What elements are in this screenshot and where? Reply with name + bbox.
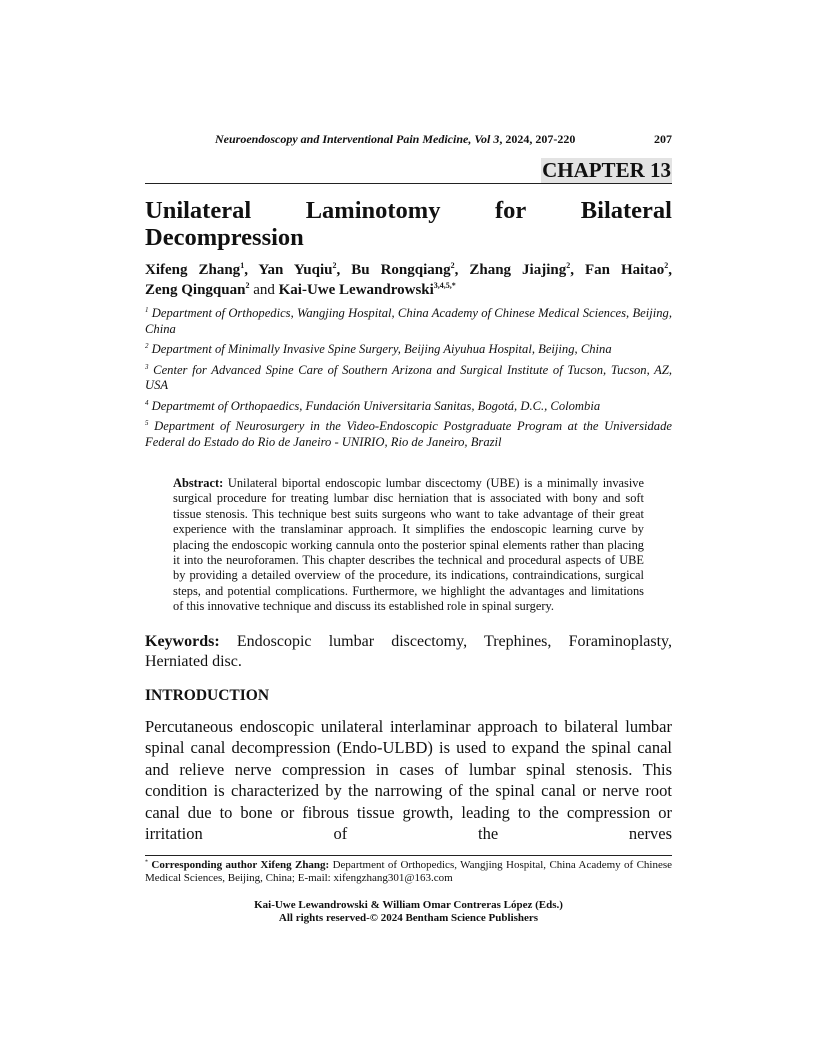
chapter-label: CHAPTER 13	[542, 158, 671, 182]
author-name: Yan Yuqiu	[258, 262, 333, 278]
author-line-1	[145, 260, 672, 280]
affiliation-2	[145, 342, 672, 358]
footnote	[145, 859, 672, 885]
title-word: Bilateral	[580, 197, 672, 224]
affiliation-text: Department of Orthopedics, Wangjing Hospital, China Academy of Chinese Medical Sciences, Beijing, China	[145, 306, 672, 336]
affiliation-number: 4	[145, 398, 149, 407]
author-separator: ,	[244, 262, 259, 278]
journal-name: Neuroendoscopy and Interventional Pain Medicine, Vol 3	[215, 132, 500, 146]
author-affiliation-sup: 1	[240, 261, 245, 270]
author-affiliation-sup: 2	[566, 261, 571, 270]
chapter-row	[145, 158, 672, 183]
editors-line: Kai-Uwe Lewandrowski & William Omar Contreras López (Eds.)	[254, 898, 563, 911]
author-name: Kai-Uwe Lewandrowski	[278, 282, 434, 298]
author-name: Fan Haitao	[584, 262, 665, 278]
page-body	[145, 0, 672, 945]
title-word: for	[494, 197, 527, 224]
affiliation-text: Department of Minimally Invasive Spine Surgery, Beijing Aiyuhua Hospital, Beijing, China	[151, 342, 612, 356]
affiliation-number: 2	[145, 341, 149, 350]
author-affiliation-sup: 2	[332, 261, 337, 270]
author-name: Zeng Qingquan	[145, 282, 246, 298]
affiliation-1	[145, 306, 672, 337]
introduction-paragraph: Percutaneous endoscopic unilateral interlaminar approach to bilateral lumbar spinal canal decompression (Endo-ULBD) is used to expand the spinal canal and relieve nerve compression in cases of lumbar spinal stenosis. This condition is characterized by the narrowing of the spinal canal or nerve root canal due to bone or fibrous tissue growth, leading to the compression or irritation of the nerves	[145, 716, 672, 844]
abstract-text: Unilateral biportal endoscopic lumbar discectomy (UBE) is a minimally invasive surgical procedure for treating lumbar disc herniation that is associated with bony and soft tissue stenosis. This technique best suits surgeons who want to take advantage of their great experience with the translaminar approach. It simplifies the endoscopic learning curve by placing the endoscopic working cannula onto the posterior spinal elements rather than placing it into the neuroforamen. This chapter describes the technical and procedural aspects of UBE by providing a detailed overview of the procedure, its indications, contraindications, surgical steps, and potential complications. Furthermore, we highlight the advantages and limitations of this innovative technique and discuss its established role in spinal surgery.	[173, 476, 644, 614]
keywords-text: Endoscopic lumbar discectomy, Trephines, Foraminoplasty, Herniated disc.	[145, 632, 672, 670]
header-rule	[145, 183, 672, 184]
affiliation-5	[145, 419, 672, 450]
chapter-title	[145, 197, 672, 251]
author-name: Zhang Jiajing	[469, 262, 567, 278]
author-line-2	[145, 280, 672, 300]
affiliation-text: Department of Neurosurgery in the Video-Endoscopic Postgraduate Program at the Universidade Federal do Estado do Rio de Janeiro - UNIRIO, Rio de Janeiro, Brazil	[145, 419, 672, 449]
footnote-rule	[145, 855, 672, 856]
author-separator: and	[249, 282, 279, 298]
author-affiliation-sup: 3,4,5,*	[433, 281, 456, 290]
editors-credit	[145, 899, 672, 945]
author-separator: ,	[668, 262, 673, 278]
running-header	[145, 131, 672, 147]
affiliation-number: 5	[145, 418, 149, 427]
author-affiliation-sup: 2	[245, 281, 250, 290]
title-word: Laminotomy	[305, 197, 441, 224]
footnote-label: Corresponding author Xifeng Zhang:	[151, 858, 330, 871]
section-heading: INTRODUCTION	[145, 686, 270, 704]
affiliation-text: Departmemt of Orthopaedics, Fundación Universitaria Sanitas, Bogotá, D.C., Colombia	[151, 398, 601, 413]
author-affiliation-sup: 2	[450, 261, 455, 270]
author-separator: ,	[336, 262, 352, 278]
author-affiliation-sup: 2	[664, 261, 669, 270]
title-line-2: Decompression	[145, 224, 304, 251]
affiliation-number: 3	[145, 362, 149, 371]
footnote-mark: *	[145, 859, 148, 865]
author-separator: ,	[570, 262, 585, 278]
affiliation-text: Center for Advanced Spine Care of Southern Arizona and Surgical Institute of Tucson, Tucson, AZ, USA	[145, 362, 672, 392]
abstract-label: Abstract:	[173, 476, 224, 490]
journal-year-pages: , 2024, 207-220	[499, 132, 576, 146]
affiliation-4	[145, 399, 672, 415]
author-list	[145, 260, 672, 300]
keywords	[145, 632, 672, 672]
title-word: Unilateral	[145, 197, 252, 224]
keywords-label: Keywords:	[145, 632, 220, 650]
author-name: Bu Rongqiang	[351, 262, 451, 278]
journal-citation	[215, 131, 575, 147]
affiliation-number: 1	[145, 305, 149, 314]
page-number: 207	[654, 132, 672, 146]
author-separator: ,	[454, 262, 470, 278]
footnote-text: Department of Orthopedics, Wangjing Hospital, China Academy of Chinese Medical Sciences, Beijing, China; E-mail: xifengzhang301@163.com	[145, 858, 673, 884]
abstract	[173, 476, 644, 615]
copyright-line: All rights reserved-© 2024 Bentham Science Publishers	[278, 911, 539, 924]
affiliation-3	[145, 363, 672, 394]
author-name: Xifeng Zhang	[145, 262, 241, 278]
